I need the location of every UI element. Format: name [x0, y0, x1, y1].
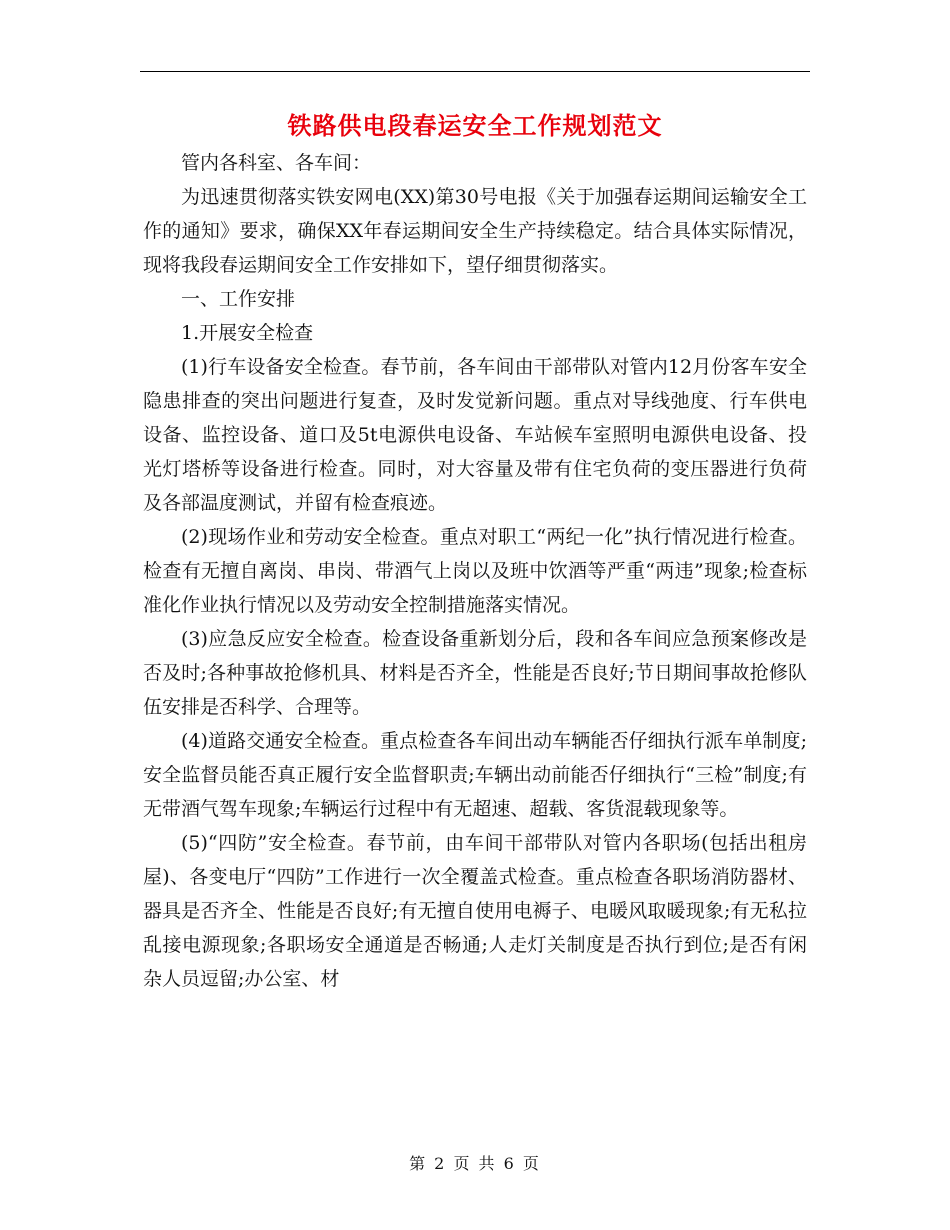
body-paragraph: (1)行车设备安全检查。春节前，各车间由干部带队对管内12月份客车安全隐患排查的突出问题进行复查，及时发觉新问题。重点对导线弛度、行车供电设备、监控设备、道口及5t电源供电设备、车站候车室照明电源供电设备、投光灯塔桥等设备进行检查。同时，对大容量及带有住宅负荷的变压器进行负荷及各部温度测试，并留有检查痕迹。 — [143, 356, 807, 514]
body-paragraph: (3)应急反应安全检查。检查设备重新划分后，段和各车间应急预案修改是否及时;各种事故抢修机具、材料是否齐全，性能是否良好;节日期间事故抢修队伍安排是否科学、合理等。 — [143, 628, 807, 718]
body-paragraph: (5)“四防”安全检查。春节前，由车间干部带队对管内各职场(包括出租房屋)、各变电厅“四防”工作进行一次全覆盖式检查。重点检查各职场消防器材、器具是否齐全、性能是否良好;有无擅自使用电褥子、电暖风取暖现象;有无私拉乱接电源现象;各职场安全通道是否畅通;人走灯关制度是否执行到位;是否有闲杂人员逗留;办公室、材 — [143, 832, 807, 990]
header-rule — [140, 71, 810, 72]
document-title: 铁路供电段春运安全工作规划范文 — [287, 111, 663, 140]
page-number-footer: 第 2 页 共 6 页 — [409, 1154, 541, 1173]
subsection-heading: 1.开展安全检查 — [181, 322, 314, 344]
section-heading: 一、工作安排 — [181, 288, 296, 310]
salutation-paragraph: 管内各科室、各车间： — [181, 152, 372, 174]
body-paragraph: (2)现场作业和劳动安全检查。重点对职工“两纪一化”执行情况进行检查。检查有无擅自离岗、串岗、带酒气上岗以及班中饮酒等严重“两违”现象;检查标准化作业执行情况以及劳动安全控制措施落实情况。 — [143, 526, 807, 616]
intro-paragraph: 为迅速贯彻落实铁安网电(XX)第30号电报《关于加强春运期间运输安全工作的通知》要求，确保XX年春运期间安全生产持续稳定。结合具体实际情况，现将我段春运期间安全工作安排如下，望仔细贯彻落实。 — [143, 186, 807, 276]
document-body — [143, 146, 807, 996]
body-paragraph: (4)道路交通安全检查。重点检查各车间出动车辆能否仔细执行派车单制度;安全监督员能否真正履行安全监督职责;车辆出动前能否仔细执行“三检”制度;有无带酒气驾车现象;车辆运行过程中有无超速、超载、客货混载现象等。 — [143, 730, 807, 820]
